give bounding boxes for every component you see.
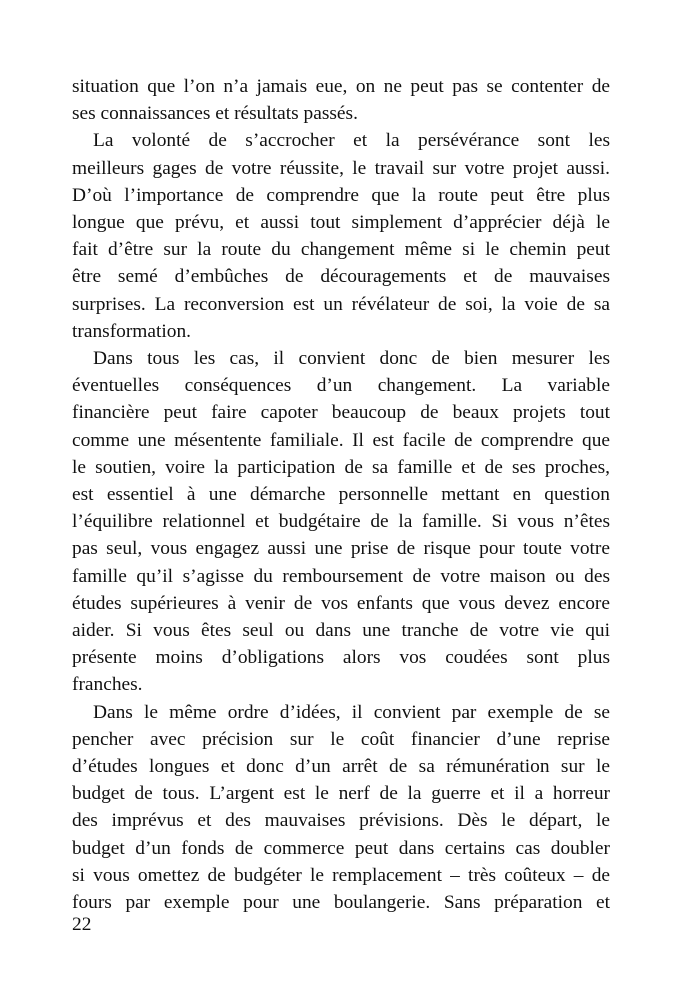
text-line: situation que l’on n’a jamais eue, on ne peut pas se contenter de xyxy=(72,76,610,97)
text-line: d’études longues et donc d’un arrêt de sa rémunération sur le xyxy=(72,756,610,778)
text-line: D’où l’importance de comprendre que la route peut être plus xyxy=(72,184,610,206)
text-line: pencher avec précision sur le coût financier d’une reprise xyxy=(72,728,610,750)
text-line: surprises. La reconversion est un révélateur de soi, la voie de sa xyxy=(72,293,610,315)
page-number: 22 xyxy=(72,914,92,935)
text-line: budget d’un fonds de commerce peut dans certains cas doubler xyxy=(72,837,610,859)
text-line: transformation. xyxy=(72,320,192,342)
text-line: le soutien, voire la participation de sa famille et de ses proches, xyxy=(72,456,610,478)
text-line: ses connaissances et résultats passés. xyxy=(72,103,358,125)
text-line: famille qu’il s’agisse du remboursement de votre maison ou des xyxy=(72,565,610,587)
paragraph-3 xyxy=(72,345,610,699)
text-line: fait d’être sur la route du changement même si le chemin peut xyxy=(72,239,610,261)
text-line: pas seul, vous engagez aussi une prise de risque pour toute votre xyxy=(72,538,610,560)
text-line: Dans le même ordre d’idées, il convient par exemple de se xyxy=(93,701,610,723)
text-line: comme une mésentente familiale. Il est facile de comprendre que xyxy=(72,429,610,451)
text-line: franches. xyxy=(72,674,143,696)
text-line: Dans tous les cas, il convient donc de bien mesurer les xyxy=(93,348,610,370)
paragraph-1 xyxy=(72,73,610,127)
text-line: l’équilibre relationnel et budgétaire de la famille. Si vous n’êtes xyxy=(72,511,610,533)
text-line: présente moins d’obligations alors vos coudées sont plus xyxy=(72,647,610,669)
text-line: est essentiel à une démarche personnelle mettant en question xyxy=(72,484,610,506)
text-line: budget de tous. L’argent est le nerf de la guerre et il a horreur xyxy=(72,783,610,805)
text-line: si vous omettez de budgéter le remplacement – très coûteux – de xyxy=(72,864,610,886)
text-line: La volonté de s’accrocher et la persévérance sont les xyxy=(93,130,610,152)
text-line: être semé d’embûches de découragements et de mauvaises xyxy=(72,266,610,288)
paragraph-2 xyxy=(72,127,610,345)
text-line: des imprévus et des mauvaises prévisions. Dès le départ, le xyxy=(72,810,610,832)
text-line: aider. Si vous êtes seul ou dans une tranche de votre vie qui xyxy=(72,620,610,642)
text-line: meilleurs gages de votre réussite, le travail sur votre projet aussi. xyxy=(72,157,610,179)
paragraph-4 xyxy=(72,699,610,917)
text-line: longue que prévu, et aussi tout simplement d’apprécier déjà le xyxy=(72,212,610,234)
text-line: études supérieures à venir de vos enfants que vous devez encore xyxy=(72,592,610,614)
text-line: éventuelles conséquences d’un changement. La variable xyxy=(72,375,610,397)
text-line: fours par exemple pour une boulangerie. Sans préparation et xyxy=(72,892,610,914)
page-body xyxy=(72,73,610,916)
text-line: financière peut faire capoter beaucoup de beaux projets tout xyxy=(72,402,610,424)
